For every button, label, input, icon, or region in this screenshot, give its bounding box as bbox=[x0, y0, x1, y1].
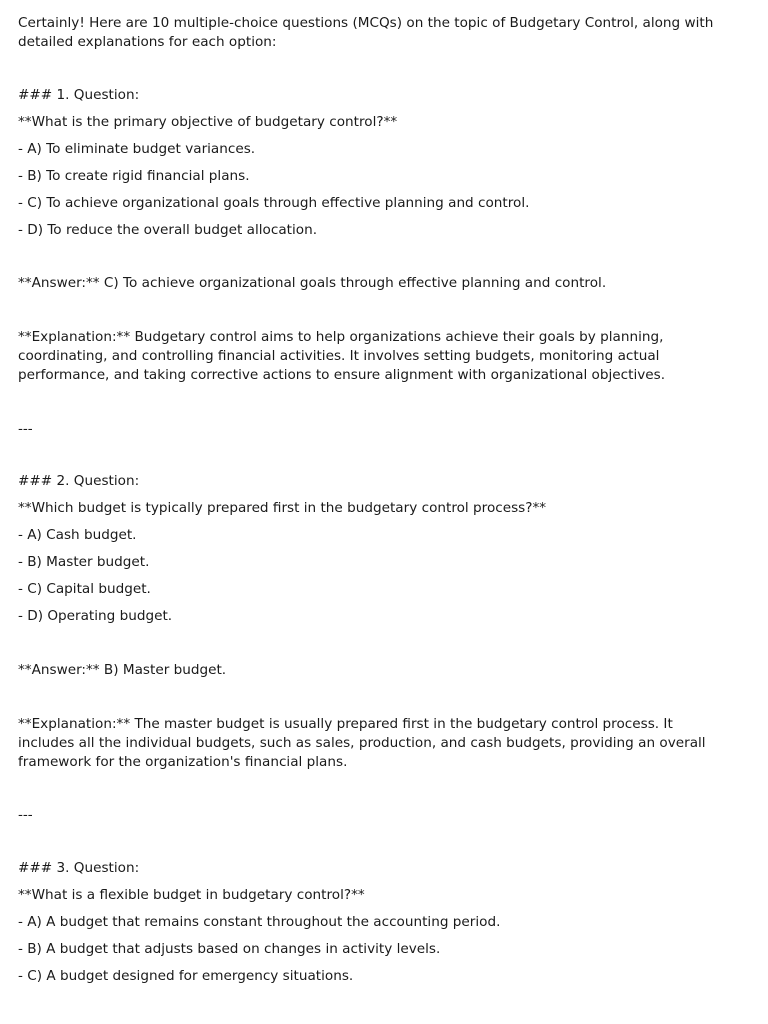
question-2-text: **Which budget is typically prepared first in the budgetary control process?** bbox=[18, 500, 547, 516]
question-1-text: **What is the primary objective of budgetary control?** bbox=[18, 114, 398, 130]
question-1-answer: **Answer:** C) To achieve organizational goals through effective planning and control. bbox=[18, 275, 607, 291]
question-2-explanation-line-2: includes all the individual budgets, such as sales, production, and cash budgets, providing an overall bbox=[18, 735, 706, 751]
question-3-option-a: - A) A budget that remains constant throughout the accounting period. bbox=[18, 914, 501, 930]
question-2-explanation-line-1: **Explanation:** The master budget is usually prepared first in the budgetary control process. It bbox=[18, 716, 673, 732]
intro-line-1: Certainly! Here are 10 multiple-choice questions (MCQs) on the topic of Budgetary Control, along with bbox=[18, 15, 714, 31]
question-3-heading: ### 3. Question: bbox=[18, 860, 140, 876]
intro-line-2: detailed explanations for each option: bbox=[18, 34, 277, 50]
question-1-option-c: - C) To achieve organizational goals through effective planning and control. bbox=[18, 195, 530, 211]
question-2-option-d: - D) Operating budget. bbox=[18, 608, 173, 624]
separator-2: --- bbox=[18, 807, 33, 823]
question-1-option-d: - D) To reduce the overall budget allocation. bbox=[18, 222, 318, 238]
question-2-option-c: - C) Capital budget. bbox=[18, 581, 151, 597]
question-2-heading: ### 2. Question: bbox=[18, 473, 140, 489]
question-2-answer: **Answer:** B) Master budget. bbox=[18, 662, 227, 678]
question-3-option-c: - C) A budget designed for emergency situations. bbox=[18, 968, 354, 984]
question-2-option-b: - B) Master budget. bbox=[18, 554, 150, 570]
question-1-option-b: - B) To create rigid financial plans. bbox=[18, 168, 250, 184]
question-1-explanation-line-2: coordinating, and controlling financial activities. It involves setting budgets, monitoring actual bbox=[18, 348, 660, 364]
question-1-option-a: - A) To eliminate budget variances. bbox=[18, 141, 256, 157]
question-1-explanation-line-3: performance, and taking corrective actions to ensure alignment with organizational objectives. bbox=[18, 367, 666, 383]
separator-1: --- bbox=[18, 421, 33, 437]
question-3-option-b: - B) A budget that adjusts based on changes in activity levels. bbox=[18, 941, 441, 957]
question-3-text: **What is a flexible budget in budgetary control?** bbox=[18, 887, 365, 903]
question-1-explanation-line-1: **Explanation:** Budgetary control aims to help organizations achieve their goals by planning, bbox=[18, 329, 664, 345]
question-2-option-a: - A) Cash budget. bbox=[18, 527, 137, 543]
question-2-explanation-line-3: framework for the organization's financial plans. bbox=[18, 754, 348, 770]
question-1-heading: ### 1. Question: bbox=[18, 87, 140, 103]
